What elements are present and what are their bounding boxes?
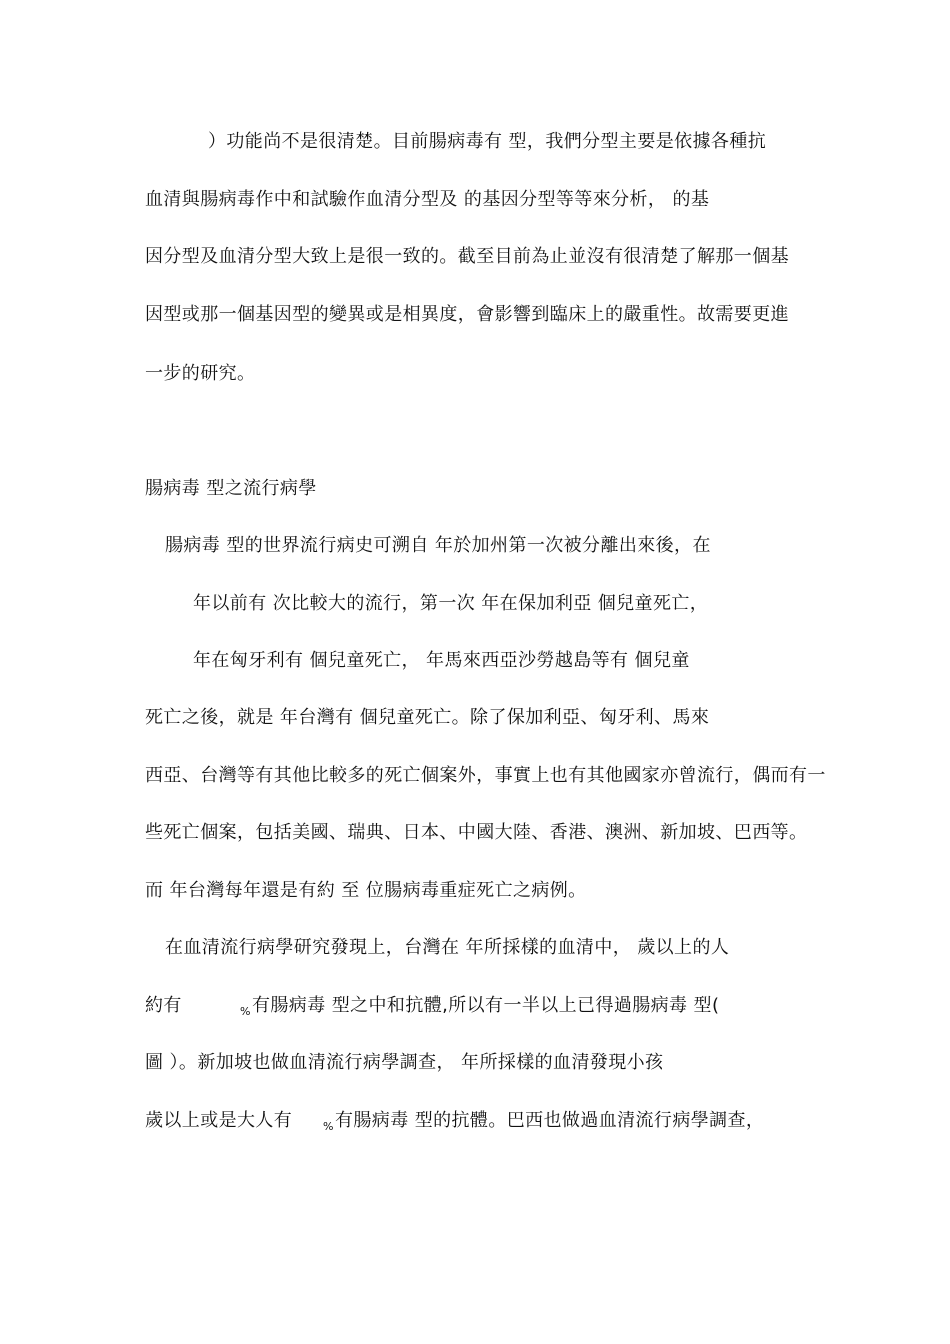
- paragraph-3-line-4a: 歲以上或是大人有: [145, 1110, 293, 1131]
- paragraph-2-line-7: 而 年台灣每年還是有約 至 位腸病毒重症死亡之病例。: [145, 880, 587, 901]
- paragraph-1-line-1: ）功能尚不是很清楚。目前腸病毒有 型，我們分型主要是依據各種抗: [208, 131, 767, 152]
- paragraph-2-line-5: 西亞、台灣等有其他比較多的死亡個案外，事實上也有其他國家亦曾流行，偶而有一: [145, 765, 826, 786]
- paragraph-2-line-2: 年以前有 次比較大的流行，第一次 年在保加利亞 個兒童死亡，: [193, 593, 709, 614]
- paragraph-3-line-4b: 有腸病毒 型的抗體。巴西也做過血清流行病學調查，: [335, 1110, 765, 1131]
- paragraph-1-line-4: 因型或那一個基因型的變異或是相異度，會影響到臨床上的嚴重性。故需要更進: [145, 304, 789, 325]
- paragraph-3-line-1: 在血清流行病學研究發現上，台灣在 年所採樣的血清中， 歲以上的人: [165, 937, 730, 958]
- paragraph-2-line-3: 年在匈牙利有 個兒童死亡， 年馬來西亞沙勞越島等有 個兒童: [193, 650, 690, 671]
- percent-sign: %: [323, 1120, 334, 1133]
- section-heading: 腸病毒 型之流行病學: [145, 478, 317, 499]
- paragraph-3-line-2a: 約有: [145, 995, 182, 1016]
- paragraph-3-line-3: 圖 ）。新加坡也做血清流行病學調查， 年所採樣的血清發現小孩: [145, 1052, 664, 1073]
- paragraph-1-line-2: 血清與腸病毒作中和試驗作血清分型及 的基因分型等等來分析， 的基: [145, 189, 710, 210]
- paragraph-2-line-1: 腸病毒 型的世界流行病史可溯自 年於加州第一次被分離出來後，在: [165, 535, 711, 556]
- paragraph-1-line-3: 因分型及血清分型大致上是很一致的。截至目前為止並沒有很清楚了解那一個基: [145, 246, 789, 267]
- paragraph-3-line-2b: 有腸病毒 型之中和抗體,所以有一半以上已得過腸病毒 型(: [252, 995, 720, 1016]
- paragraph-2-line-6: 些死亡個案，包括美國、瑞典、日本、中國大陸、香港、澳洲、新加坡、巴西等。: [145, 822, 808, 843]
- percent-sign: %: [240, 1005, 251, 1018]
- paragraph-1-line-5: 一步的研究。: [145, 363, 256, 384]
- paragraph-2-line-4: 死亡之後，就是 年台灣有 個兒童死亡。除了保加利亞、匈牙利、馬來: [145, 707, 710, 728]
